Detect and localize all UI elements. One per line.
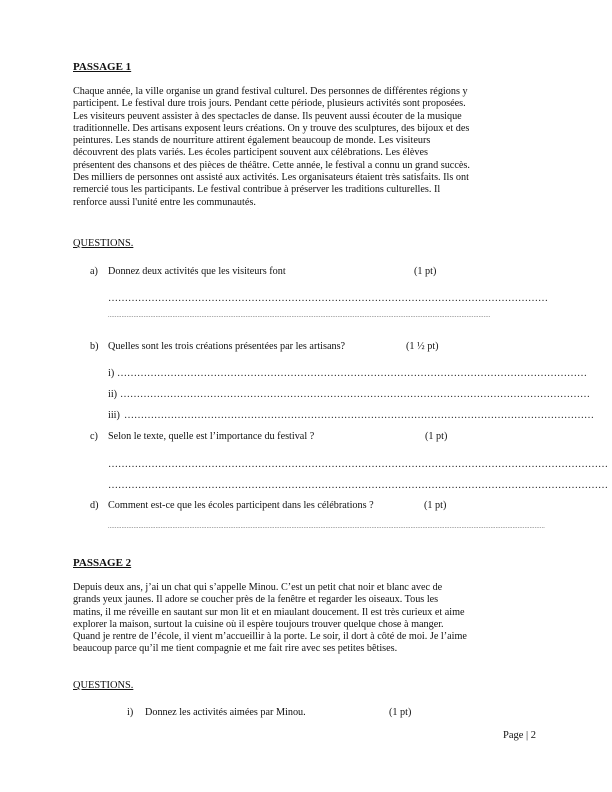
question-a-text: Donnez deux activités que les visiteurs font: [108, 266, 286, 277]
passage-1-line: participent. Le festival dure trois jours. Pendant cette période, plusieurs activités sont proposées.: [73, 98, 466, 110]
passage-2-heading: PASSAGE 2: [73, 557, 132, 569]
question-i-text: Donnez les activités aimées par Minou.: [145, 707, 306, 718]
passage-1-questions-heading: QUESTIONS.: [73, 238, 134, 249]
passage-1-line: renforce aussi l'unité entre les communautés.: [73, 196, 256, 208]
question-b-points: (1 ½ pt): [406, 341, 439, 352]
answer-line[interactable]: ……………………………………………………………………………………………………………………………………: [108, 459, 608, 470]
passage-2-line: Depuis deux ans, j’ai un chat qui s’appelle Minou. C’est un petit chat noir et blanc avec de: [73, 582, 443, 593]
question-c-text: Selon le texte, quelle est l’importance du festival ?: [108, 431, 315, 442]
sub-answer-label: iii): [108, 410, 120, 421]
question-c-label: c): [90, 431, 98, 442]
passage-2-questions-heading: QUESTIONS.: [73, 680, 134, 691]
answer-line[interactable]: ……………………………………………………………………………………………………………………………: [120, 389, 590, 400]
passage-2-text: [73, 582, 543, 656]
answer-line[interactable]: ……………………………………………………………………………………………………………………: [108, 293, 548, 304]
answer-line[interactable]: .................................................................................................................................................................................................................................................................: [108, 524, 545, 530]
passage-2-line: beaucoup parce qu’il me tient compagnie et me fait rire avec ses petites bêtises.: [73, 643, 398, 655]
passage-2-line: explorer la maison, surtout la cuisine où il espère toujours trouver quelque chose à manger.: [73, 618, 444, 630]
answer-line[interactable]: ……………………………………………………………………………………………………………………………: [124, 410, 594, 421]
passage-2-line: grands yeux jaunes. Il adore se coucher près de la fenêtre et regarder les oiseaux. Tous les: [73, 594, 439, 606]
question-d-label: d): [90, 500, 99, 511]
passage-1-line: Chaque année, la ville organise un grand festival culturel. Des personnes de différentes régions y: [73, 86, 468, 97]
answer-line[interactable]: .................................................................................................................................................................................................................................: [108, 313, 491, 319]
passage-1-line: découvrent des plats variés. Les écoles participent souvent aux célébrations. Les élèves: [73, 147, 429, 159]
question-a-points: (1 pt): [414, 266, 437, 277]
sub-answer-label: i): [108, 368, 115, 379]
passage-1-line: Des milliers de personnes ont assisté aux activités. Les organisateurs étaient très satisfaits. Ils ont: [73, 172, 469, 184]
question-i-points: (1 pt): [389, 707, 412, 718]
passage-1-heading: PASSAGE 1: [73, 61, 132, 73]
question-a-label: a): [90, 266, 98, 277]
passage-1-line: Les visiteurs peuvent assister à des spectacles de danse. Ils peuvent aussi écouter de la musique: [73, 110, 462, 122]
passage-1-line: peintures. Les stands de nourriture attirent également beaucoup de monde. Les visiteurs: [73, 135, 431, 147]
answer-line[interactable]: ……………………………………………………………………………………………………………………………: [117, 368, 587, 379]
question-b-text: Quelles sont les trois créations présentées par les artisans?: [108, 341, 346, 352]
passage-1-line: présentent des chansons et des pièces de théâtre. Cette année, le festival a connu un grand succès.: [73, 159, 470, 171]
passage-1-line: remercié tous les participants. Le festival contribue à préserver les traditions culturelles. Il: [73, 184, 441, 196]
passage-1-line: traditionnelle. Des artisans exposent leurs créations. On y trouve des sculptures, des bijoux et des: [73, 122, 470, 134]
question-i-label: i): [127, 707, 134, 718]
passage-1-text: [73, 86, 543, 209]
question-d-points: (1 pt): [424, 500, 447, 511]
page-number: Page | 2: [503, 730, 537, 741]
question-c-points: (1 pt): [425, 431, 448, 442]
question-b-label: b): [90, 341, 99, 352]
passage-2-line: Quand je rentre de l’école, il vient m’accueillir à la porte. Le soir, il dort à côté de moi. Je l’aime: [73, 631, 467, 643]
sub-answer-label: ii): [108, 389, 118, 400]
answer-line[interactable]: ……………………………………………………………………………………………………………………………………: [108, 480, 608, 491]
question-d-text: Comment est-ce que les écoles participent dans les célébrations ?: [108, 500, 374, 511]
passage-2-line: matins, il me réveille en sautant sur mon lit et en miaulant doucement. Il est très curieux et aime: [73, 606, 465, 618]
